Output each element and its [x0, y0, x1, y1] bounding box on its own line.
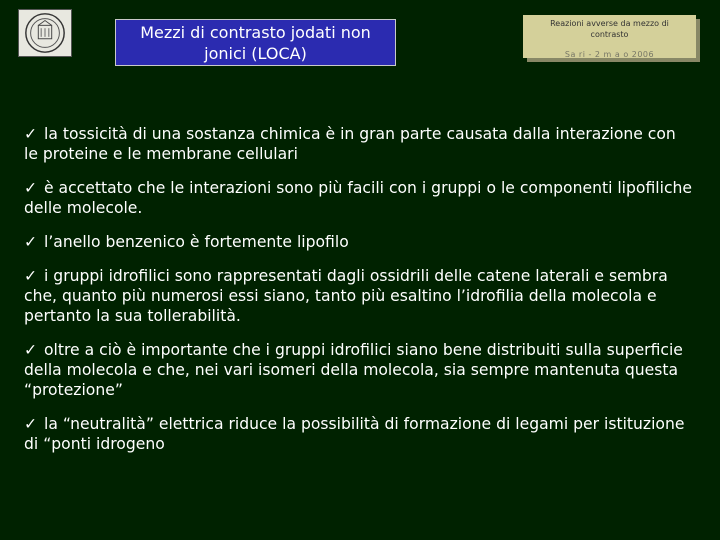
check-icon: ✓	[24, 179, 38, 197]
header-label	[523, 15, 696, 58]
bullet-item	[24, 178, 694, 218]
check-icon: ✓	[24, 125, 38, 143]
slide-title-line-2: jonici (LOCA)	[204, 44, 307, 63]
slide-title	[115, 19, 396, 66]
check-icon: ✓	[24, 267, 38, 285]
slide-title-line-1: Mezzi di contrasto jodati non	[140, 23, 371, 42]
bullet-item	[24, 232, 694, 252]
bullet-text: la tossicità di una sostanza chimica è in gran parte causata dalla interazione con le proteine e le membrane cellulari	[24, 125, 676, 163]
check-icon: ✓	[24, 341, 38, 359]
bullet-list	[24, 124, 694, 468]
bullet-item	[24, 414, 694, 454]
bullet-text: la “neutralità” elettrica riduce la possibilità di formazione di legami per istituzione di “ponti idrogeno	[24, 415, 685, 453]
header-line-3: Sa ri - 2 m a o 2006	[564, 50, 655, 58]
bullet-item	[24, 124, 694, 164]
bullet-text: è accettato che le interazioni sono più facili con i gruppi o le componenti lipofiliche delle molecole.	[24, 179, 692, 217]
university-seal-icon	[18, 9, 72, 57]
bullet-text: i gruppi idrofilici sono rappresentati dagli ossidrili delle catene laterali e sembra che, quanto più numerosi essi siano, tanto più esaltino l’idrofilia della molecola e pertanto la sua tollerabilità.	[24, 267, 668, 325]
check-icon: ✓	[24, 415, 38, 433]
bullet-item	[24, 266, 694, 326]
bullet-text: oltre a ciò è importante che i gruppi idrofilici siano bene distribuiti sulla superficie della molecola e che, nei vari isomeri della molecola, sia sempre mantenuta questa “protezione”	[24, 341, 683, 399]
check-icon: ✓	[24, 233, 38, 251]
bullet-text: l’anello benzenico è fortemente lipofilo	[44, 233, 349, 251]
header-line-1: Reazioni avverse da mezzo di	[550, 19, 669, 28]
bullet-item	[24, 340, 694, 400]
header-line-2: contrasto	[590, 30, 629, 39]
